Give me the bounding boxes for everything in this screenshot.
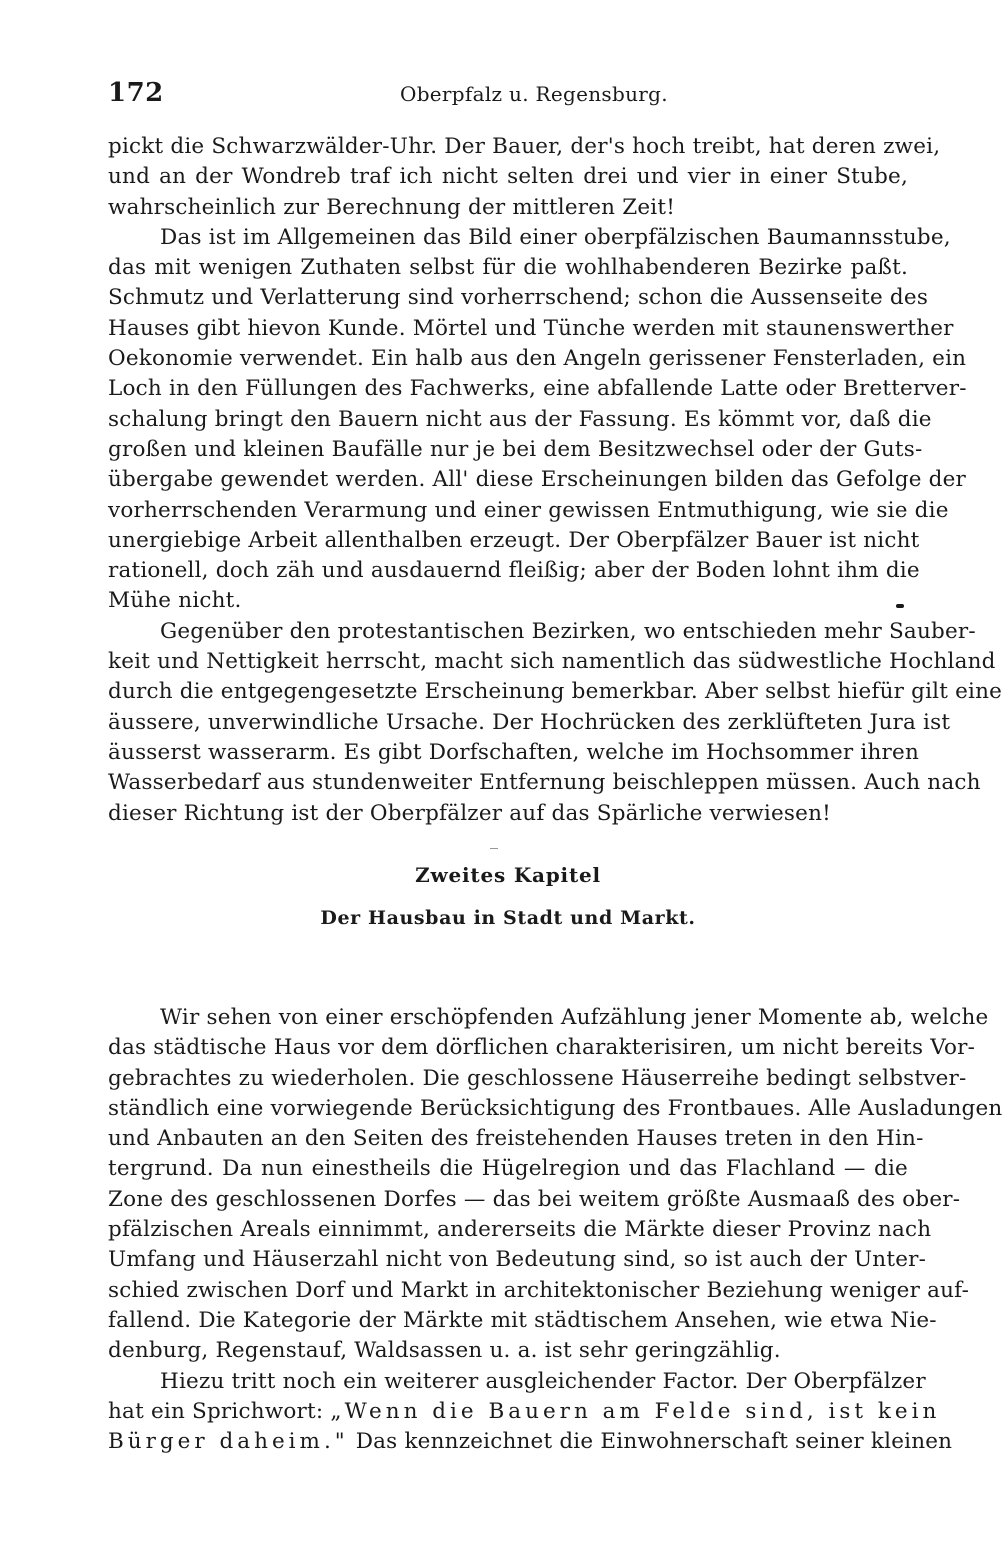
text-line: tergrund. Da nun einestheils die Hügelregion und das Flachland — die	[108, 1156, 908, 1182]
text-line: das städtische Haus vor dem dörflichen charakterisiren, um nicht bereits Vor-	[108, 1035, 976, 1061]
text-line: durch die entgegengesetzte Erscheinung bemerkbar. Aber selbst hiefür gilt eine	[108, 679, 1002, 705]
text-line: ständlich eine vorwiegende Berücksichtigung des Frontbaues. Alle Ausladungen	[108, 1095, 1002, 1121]
body-text-lower	[108, 1003, 1002, 1457]
proverb-intro: hat ein Sprichwort:	[108, 1398, 324, 1424]
text-line-proverb-end	[108, 1427, 953, 1457]
text-line: unergiebige Arbeit allenthalben erzeugt. Der Oberpfälzer Bauer ist nicht	[108, 527, 920, 553]
page-number: 172	[108, 78, 164, 108]
proverb-quote: „Wenn die Bauern am Felde sind, ist kein	[330, 1398, 941, 1424]
running-title: Oberpfalz u. Regensburg.	[400, 82, 668, 106]
text-line: großen und kleinen Baufälle nur je bei dem Besitzwechsel oder der Guts-	[108, 436, 923, 462]
running-head	[108, 78, 908, 118]
text-line: denburg, Regenstauf, Waldsassen u. a. ist sehr geringzählig.	[108, 1338, 781, 1364]
text-line: Gegenüber den protestantischen Bezirken, wo entschieden mehr Sauber-	[160, 618, 976, 644]
proverb-quote-end: Bürger daheim."	[108, 1429, 349, 1455]
printer-mark	[896, 604, 904, 608]
text-line: Schmutz und Verlatterung sind vorherrschend; schon die Aussenseite des	[108, 285, 929, 311]
text-line: wahrscheinlich zur Berechnung der mittleren Zeit!	[108, 194, 676, 220]
text-line: das mit wenigen Zuthaten selbst für die wohlhabenderen Bezirke paßt.	[108, 255, 908, 281]
text-line: pfälzischen Areals einnimmt, andererseits die Märkte dieser Provinz nach	[108, 1217, 932, 1243]
text-line: Zone des geschlossenen Dorfes — das bei weitem größte Ausmaaß des ober-	[108, 1186, 961, 1212]
chapter-heading: Zweites Kapitel	[415, 863, 601, 887]
text-line: pickt die Schwarzwälder-Uhr. Der Bauer, der's hoch treibt, hat deren zwei,	[108, 134, 941, 159]
text-line: übergabe gewendet werden. All' diese Erscheinungen bilden das Gefolge der	[108, 467, 967, 493]
section-heading: Der Hausbau in Stadt und Markt.	[320, 907, 696, 929]
text-line: schied zwischen Dorf und Markt in architektonischer Beziehung weniger auf-	[108, 1277, 970, 1303]
text-line: Hiezu tritt noch ein weiterer ausgleichender Factor. Der Oberpfälzer	[160, 1368, 926, 1394]
text-line: schalung bringt den Bauern nicht aus der Fassung. Es kömmt vor, daß die	[108, 406, 932, 432]
text-line: vorherrschenden Verarmung und einer gewissen Entmuthigung, wie sie die	[108, 497, 949, 523]
text-line: Loch in den Füllungen des Fachwerks, eine abfallende Latte oder Bretterver-	[108, 376, 967, 402]
text-line-proverb	[108, 1397, 941, 1427]
text-line: Oekonomie verwendet. Ein halb aus den Angeln gerissener Fensterladen, ein	[108, 346, 967, 372]
text-line: und an der Wondreb traf ich nicht selten drei und vier in einer Stube,	[108, 164, 908, 190]
text-line: äusserst wasserarm. Es gibt Dorfschaften, welche im Hochsommer ihren	[108, 739, 919, 765]
text-line: keit und Nettigkeit herrscht, macht sich namentlich das südwestliche Hochland	[108, 649, 996, 675]
text-line: Mühe nicht.	[108, 588, 242, 614]
text-line: fallend. Die Kategorie der Märkte mit städtischem Ansehen, wie etwa Nie-	[108, 1307, 937, 1333]
text-line: Das ist im Allgemeinen das Bild einer oberpfälzischen Baumannsstube,	[160, 224, 951, 250]
body-text-upper	[108, 132, 1002, 829]
text-line: dieser Richtung ist der Oberpfälzer auf das Spärliche verwiesen!	[108, 800, 831, 826]
proverb-followup: Das kennzeichnet die Einwohnerschaft seiner kleinen	[355, 1429, 953, 1455]
text-line: Umfang und Häuserzahl nicht von Bedeutung sind, so ist auch der Unter-	[108, 1247, 927, 1273]
text-line: rationell, doch zäh und ausdauernd fleißig; aber der Boden lohnt ihm die	[108, 558, 920, 584]
text-line: äussere, unverwindliche Ursache. Der Hochrücken des zerklüfteten Jura ist	[108, 709, 951, 735]
text-line: Wasserbedarf aus stundenweiter Entfernung beischleppen müssen. Auch nach	[108, 770, 981, 796]
text-line: Wir sehen von einer erschöpfenden Aufzählung jener Momente ab, welche	[160, 1005, 989, 1030]
text-line: Hauses gibt hievon Kunde. Mörtel und Tünche werden mit staunenswerther	[108, 315, 954, 341]
section-divider	[490, 848, 498, 849]
text-line: gebrachtes zu wiederholen. Die geschlossene Häuserreihe bedingt selbstver-	[108, 1065, 967, 1091]
text-line: und Anbauten an den Seiten des freistehenden Hauses treten in den Hin-	[108, 1126, 924, 1152]
